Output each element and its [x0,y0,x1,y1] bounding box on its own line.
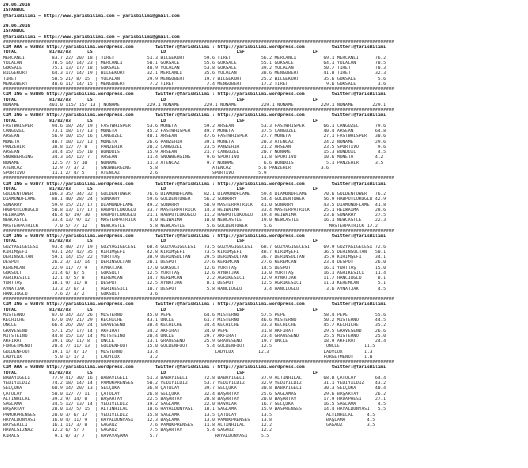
table-row: HAVALSIZNAZ 12.2 6/ 5/ 7 | GAGAUZ 7.5 BAŞARTAY 5.4 GAGAUZ 12.2 [3,428,272,434]
table-row: SELÇUKA 60.9 14/ 20/ 13 | SELÇUKA 36.8 ÇATOLAY 39.7 SELÇUKA 30.8 BABAYİĞELİ 30.3 SELÇUKA 40.4 [3,386,386,392]
table-row: SNOWBERGING 34.3 14/ 12/ 7 | ARSEAN 11.4 SNOWBERGING 9.6 SPORTİVO 11.8 SPORTİVO 10.6 MONETA 4.2 [3,155,384,161]
table-row: AĞRIKESİCİ 12.1 4/ 5/ 8 | KEREMCAN 14.7 KEREMCAN 2.2 AĞRIKESİCİ 12.9 AYNATJAK 11.7 HANCIOĞLU 8.1 [3,276,386,281]
table-row: BAYSERİLİ 16.1 11/ 3/ 8 | GAGAUZ 7.6 PAMUKPRENSES 11.8 ALTINHİLAL 12.2 GAGAUZ 3.5 [3,423,376,428]
separator-line: ################################################################################################################################################ [3,39,395,45]
table-row: PANZEHİR 38.8 12/ 7/ 8 | PANZEHİR 20.2 CANGÜZEL 23.5 PANZEHİR 21.2 ARSEAN 23.5 SPORTİVO 9.6 [3,144,386,150]
table-row: BİLGEKURT 64.3 17/ 14/ 19 | BİLGEKURT 32.1 MERCANLI 35.6 YOLALAN 38.6 MENGÜBERT 41.8 TİRET 32.3 [3,71,386,77]
race-title: CIM ING = 93086 http://yarisbilimi.wordpress.com twitter:@YarisBilimi : http://yarisbilimi.wordpress.com twitter:@YarisBilimi [3,92,386,98]
column-header: TOTAL 81/82/83 LS LD LSF LF [3,118,319,124]
table-row: BAŞARTAY 28.0 13/ 5/ 15 | ALTINHİLAL 18.6 HAYALDÜNYASI 18.1 SAĞLAMA 15.9 BASPRENSES 14.4 HAYALDÜNYASI 5.5 [3,407,386,413]
race-block [3,297,525,360]
separator-line: ################################################################################################################################################ [3,228,395,234]
race-blocks [3,40,525,439]
column-header: TOTAL 81/82/83 LS LD LSF LF [3,186,319,192]
table-row: HANCIOĞLU 7.6 2/ 3/ 2 | GÖKSULT 3.6 [3,291,158,297]
table-row: MASTERPATRİCK 7.0 5/ 7/ 12 | NEWCASTLE 5.8 NEWCASTLE 5.6 GOLDENTOWER 5.6 MASTERPATRİCK 17.2 [3,223,378,229]
table-row: YEDİYILDIZ 74.2 18/ 14/ 14 | PAMUKPRENSES 50.2 YEDİYILDIZ 53.7 YEDİYILDIZ 32.9 YEDİYILDIZ 31.1 YEDİYILDIZ 43.2 [3,381,386,386]
table-row: NONAME 401.0 115/ 15/ 13 | NONAME 229.1 NONAME 229.1 NONAME 229.1 NONAME 229.1 NONAME 229.1 [3,102,386,108]
table-row: AYNATJAK 13.3 2/ 6/ 3 | AĞRIKESİCİ 10.7 DESPOT 5.8 HANCIOĞLU 3.4 HANCIOĞLU 3.6 AYNATJAK 4.5 [3,286,386,292]
column-header: TOTAL 81/82/83 LS LD LSF LF [3,97,319,103]
table-row: LADYLUX 5.0 1/ 1/ 2 | LADYLUX 3.2 FORGETMENOT 1.0 [3,354,373,360]
table-row: NEWCASTLE 33.4 13/ 9/ 12 | MASTERPATRİCK 4.0 HEİWAİMA 10.0 NEWCASTLE 19.0 NEWCASTLE 16.1 NEWCASTLE 22.3 [3,218,386,224]
race-block [3,360,525,439]
column-header: TOTAL 81/82/83 LS LD LSF LF [3,307,319,313]
table-row: HAYALDÜNYASI 16.0 4/ 11/ 9 | HAYALDÜNYASI 12.3 BAŞLAMA 13.0 PAMUKPRENSES 13.8 BAŞLAMA 4.5 [3,417,376,423]
table-row: FASTWHISPER 94.6 18/ 24/ 19 | FASTWHISPER 53.6 MONETA 59.2 ARSEAN 53.3 FASTWHISPER 66.1 CANGÜZEL 79.6 [3,123,386,129]
city-line: İSTANBUL [3,8,25,14]
table-row: PAMUKPRENSES 20.0 3/ 6/ 17 | YEDİYILDIZ 15.8 SAĞLAMA 13.5 ÇATOLAY 13.5 ALTINHİLAL 4.5 [3,412,376,418]
table-row: KEREMCAN 22.9 11/ 7/ 9 | AYNATJAK 17.0 GÖKSULT 12.6 YURTTAŞ 14.5 DESPOT 16.1 YURTTAŞ 15.0 [3,265,386,271]
race-title: CIM ING = 93077 http://yarisbilimi.wordpress.com twitter:@YarisBilimi : http://yarisbilimi.wordpress.com twitter:@YarisBilimi [3,181,386,187]
table-row: YURTTAŞ 18.1 9/ 11/ 8 | DESPOT 12.5 AYNATJAK 8.1 DESPOT 12.5 AĞRIKESİCİ 11.3 KEREMCAN 5.1 [3,281,386,287]
table-row: MISTERNO 87.0 34/ 32/ 26 | MISTERNO 45.0 PEPE 64.6 MISTERNO 57.5 PEPE 58.4 PEPE 55.6 [3,312,386,318]
table-row: GÜZYAĞIGECESİ 93.4 40/ 27/ 19 | GÜZYAĞIGECESİ 68.4 GÜZYAĞIGECESİ 73.5 GÜZYAĞIGECESİ 68.7 GÜZYAĞIGECESİ 69.9 GÜZYAĞIGECESİ 72.6 [3,244,386,250]
column-header: TOTAL 81/82/83 LS LD LSF LF [3,370,319,376]
table-row: GOLDENFOOT 19.1 1/ 4/ 17 | MISTERNO 13.4 LADYLUX 12.3 LADYLUX 1.3 [3,349,373,355]
table-row: GÖKSULT 21.4 6/ 6/ 5 | GÖKSULT 12.5 YURTTAŞ 12.6 AYNATJAK 13.0 YURTTAŞ 16.1 AĞRIKESİCİ 11.4 [3,270,386,276]
race-block [3,108,525,176]
city-line-2: İSTANBUL [3,29,25,35]
separator-line: ################################################################################################################################################ [3,176,395,182]
contact-line-2: @YarisBilimi — http://www.yarisbilimi.com — yarisbilimi@gmail.com [3,34,180,40]
table-row: DİAMONDFLAME 88.1 40/ 28/ 24 | SUNARRY 59.6 GOLDENTOWER 56.2 SUNARRY 54.4 GOLDENTOWER 56.9 HABPUTLUKOĞLU 42.9 [3,197,386,203]
table-row: YOLALAN 78.5 14/ 14/ 23 | MERCANLI 50.1 GÖKSALE 55.6 GÖKSALE 55.1 GÖKSALE 64.1 YOLALAN 70.5 [3,60,386,66]
report-body [3,3,525,439]
race-block [3,40,525,87]
table-row: DERİNSULTAN 59.1 14/ 15/ 22 | YURTTAŞ 38.9 DERİNSULTAN 29.5 DERİNSULTAN 36.7 DERİNSULTAN 35.9 KIRIMŞEFİ 34.1 [3,255,386,260]
table-row: ARSEAN 56.9 10/ 15/ 16 | CANGÜZEL 40.1 ARSEAN 47.6 FASTWHISPER 27.7 MONETA 27.1 FASTWHISPER 30.6 [3,134,386,140]
table-row: BABAYİĞELİ 77.9 41/ 30/ 16 | BABAYİĞELİ 51.3 BABAYİĞELİ 72.8 BABAYİĞELİ 37.9 ALTINHİLAL 68.8 ÇATOLAY 64.4 [3,375,386,381]
race-title: CIM ING = 93078 http://yarisbilimi.wordpress.com twitter:@YarisBilimi : http://yarisbilimi.wordpress.com twitter:@YarisBilimi [3,302,386,308]
table-row: SPORTİVO 11.1 2/ 4/ 5 | ATENCAZ 2.6 SPORTİVO 5.9 [3,171,267,176]
table-row: ARSEAN 34.4 15/ 15/ 10 | BONDUIS 15.9 ARSEAN 21.7 CANGÜZEL 20.7 NONAME 15.3 BONDUIL 4.5 [3,150,386,155]
table-row: GRAVESEND 57.1 25/ 17/ 14 | AKFIRAT 34.2 AKFIRAT 34.0 PEPE 31.8 AKFIRAT 29.5 GRAVESEND 26.6 [3,328,386,334]
table-row: CANGÜZEL 73.1 18/ 17/ 13 | MONETA 45.2 FASTWHISPER 49.7 MONETA 37.5 CANGÜZEL 40.4 ARSEAN 64.8 [3,129,386,134]
table-row: DESPOT 26.2 3/ 13/ 14 | DERİNSULTAN 20.1 DESPOT 27.6 KEREMCAN 27.6 KEREMCAN 23.4 DESPOT 26.0 [3,260,386,266]
race-block [3,176,525,229]
table-row: GÖKSALE 75.1 13/ 17/ 18 | GÖKSALE 40.9 YOLALAN 53.8 GÖKSALE 39.2 YOLALAN 50.7 TİRET 70.3 [3,66,386,71]
race-title: CIM ING = 93087 http://yarisbilimi.wordpress.com twitter:@YarisBilimi : http://yarisbilimi.wordpress.com twitter:@YarisBilimi [3,113,386,119]
contact-line: @YarisBilimi — http://www.yarisbilimi.com — yarisbilimi@gmail.com [3,13,180,19]
separator-line: ################################################################################################################################################ [3,108,395,113]
date-line: 29.06.2016 [3,3,31,8]
race-block [3,229,525,297]
table-row: KIRALS 9.1 0/ 3/ 7 | HAVAYAŞAMA 5.7 HAYALDÜNYASI 5.5 [3,433,270,439]
table-row: FORGETMENOT 20.4 7/ 11/ 13 | GOLDENFOOT 15.0 GOLDENFOOT 5.4 GOLDENFOOT 12.5 UNCLE 11.5 [3,344,376,350]
race-title: CIM ARA = 93083 http://yarisbilimi.wordpress.com twitter:@YarisBilimi : http://yarisbilimi.wordpress.com twitter:@YarisBilimi [3,45,386,50]
separator-line: ################################################################################################################################################ [3,360,395,365]
race-title: CIM ING = 93079 http://yarisbilimi.wordpress.com twitter:@YarisBilimi : http://yarisbilimi.wordpress.com twitter:@YarisBilimi [3,234,386,239]
table-row: UNCLE 66.4 26/ 20/ 24 | GRAVESEND 38.4 KECHICHE 34.4 KECHICHE 33.3 KECHICHE 45.7 KECHICHE 35.2 [3,323,386,329]
table-row: TİRET 58.5 21/ 8/ 15 | YOLALAN 29.9 MENGÜBERT 19.7 BİLGEKURT 25.2 BİLGEKURT 35.6 GÖKSALE 5.6 [3,76,386,82]
separator-line: ################################################################################################################################################ [3,87,395,92]
separator-line: ################################################################################################################################################ [3,297,395,302]
table-row: HEİWAİMA 46.4 6/ 19/ 30 | HABPUTLUKOĞLU 21.1 HABPUTLUKOĞLU 11.2 HABPUTLUKOĞLU 19.4 HEİWAİMA 23.6 SUNARRY 27.5 [3,213,386,218]
column-header: TOTAL 81/82/83 LS LD LSF LF [3,239,319,245]
table-row: ATENCAZ 12.9 7/ 3/ 2 | SNOWBERGING 5.8 ATENCAZ 5.6 PANZEHİR 3.6 [3,165,329,171]
table-row: HABPUTLUKOĞLU 50.8 13/ 17/ 17 | HABPUTLUKOĞLU 33.7 MASTERPATRİCK 14.3 HEİWAİMA 33.4 MASTERPATRİCK 25.1 HEİWAİMA 28.6 [3,207,386,213]
column-header: TOTAL 81/82/83 LS LD LSF LF [3,50,319,56]
table-row: ÇATOLAY 50.0 12/ 7/ 11 | ÇATOLAY 26.8 SELÇUKA 32.4 BAŞARTAY 25.6 SAĞLAMAS 29.6 BAŞARTAY 26.2 [3,391,386,397]
table-row: SAĞLAMA 34.5 12/ 13/ 14 | YEDİYILDIZ 19.2 SAĞLAMA 22.0 HAVALAR 16.7 SELÇUKA 16.5 SAĞLAMA 4.5 [3,402,386,407]
race-title: CIM ARA = 93080 http://yarisbilimi.wordpress.com twitter:@YarisBilimi : http://yarisbilimi.wordpress.com twitter:@YarisBilimi [3,365,386,371]
table-row: AKFIRAT 39.1 16/ 11/ 8 | UNCLE 13.1 GRAVESEND 25.9 GRAVESEND 19.7 UNCLE 18.9 AKFIRAT 24.4 [3,339,386,344]
table-row: NONAME 12.5 7/ 5/ 10 | NONAME 11.3 ATENCAZ 9.7 NONAME 6.6 BONDUIS 5.1 PANZEHİR 3.5 [3,160,384,166]
race-block [3,87,525,108]
table-row: MERCANLI 83.7 22/ 20/ 18 | TİRET 51.3 BİLGEKURT 59.6 TİRET 56.2 MERCANLI 69.1 MERCANLI 76.2 [3,55,386,61]
date-line-2: 29.06.2016 [3,24,31,29]
table-row: MONETA 40.7 10/ 12/ 13 | MONETA 26.6 PANZEHİR 39.1 MONETA 28.3 ATENCAZ 24.2 NONAME 29.6 [3,139,386,145]
table-row: SUNARRY 59.9 15/ 21/ 17 | DİAMONDFLAME 49.2 SUNARRY 50.9 MASTERPATRİCK 41.0 SUNARRY 43.5 DİAMONDFLAME 41.8 [3,202,386,208]
table-row: MITSTEINO 44.8 15/ 13/ 14 | MITSTEINO 20.4 UNCLE 29.7 AKFIRAT 23.4 GRAVESEND 25.5 MISTERNO 25.0 [3,333,386,339]
table-row: KECHICHE 67.0 19/ 21/ 29 | KECHICHE 43.1 UNCLE 61.7 MISTERNO 46.6 MISTERNO 50.2 MISTERNO 44.5 [3,318,386,323]
table-row: MENGÜBERT 40.6 11/ 14/ 15 | MENGÜBERT 7.2 TİRET 7.4 MENGÜBERT 17.2 TİRET 9.6 GÖKSALE 3.6 [3,81,386,87]
table-row: KIRIMŞEFİ 93.1 24/ 42/ 35 | KIRIMŞEFİ 42.8 KIRIMŞEFİ 73.5 KIRIMŞEFİ 48.7 KIRIMŞEFİ 36.5 DERİNSULTAN 50.1 [3,249,386,255]
table-row: ALTINHİLAL 39.2 9/ 14/ 8 | BAŞARTAY 22.5 BAŞARTAY 28.8 BAŞARTAY 20.0 BAŞARTAY 17.9 HAVAPHESİ 27.1 [3,396,386,402]
table-row: GOLDENTOWER 106.3 35/ 34/ 32 | GOLDENTOWER 76.6 DİAMONDFLAME 82.1 DİAMONDFLAME 59.4 DİAMONDFLAME 70.6 GOLDENTOWER 76.2 [3,192,386,197]
